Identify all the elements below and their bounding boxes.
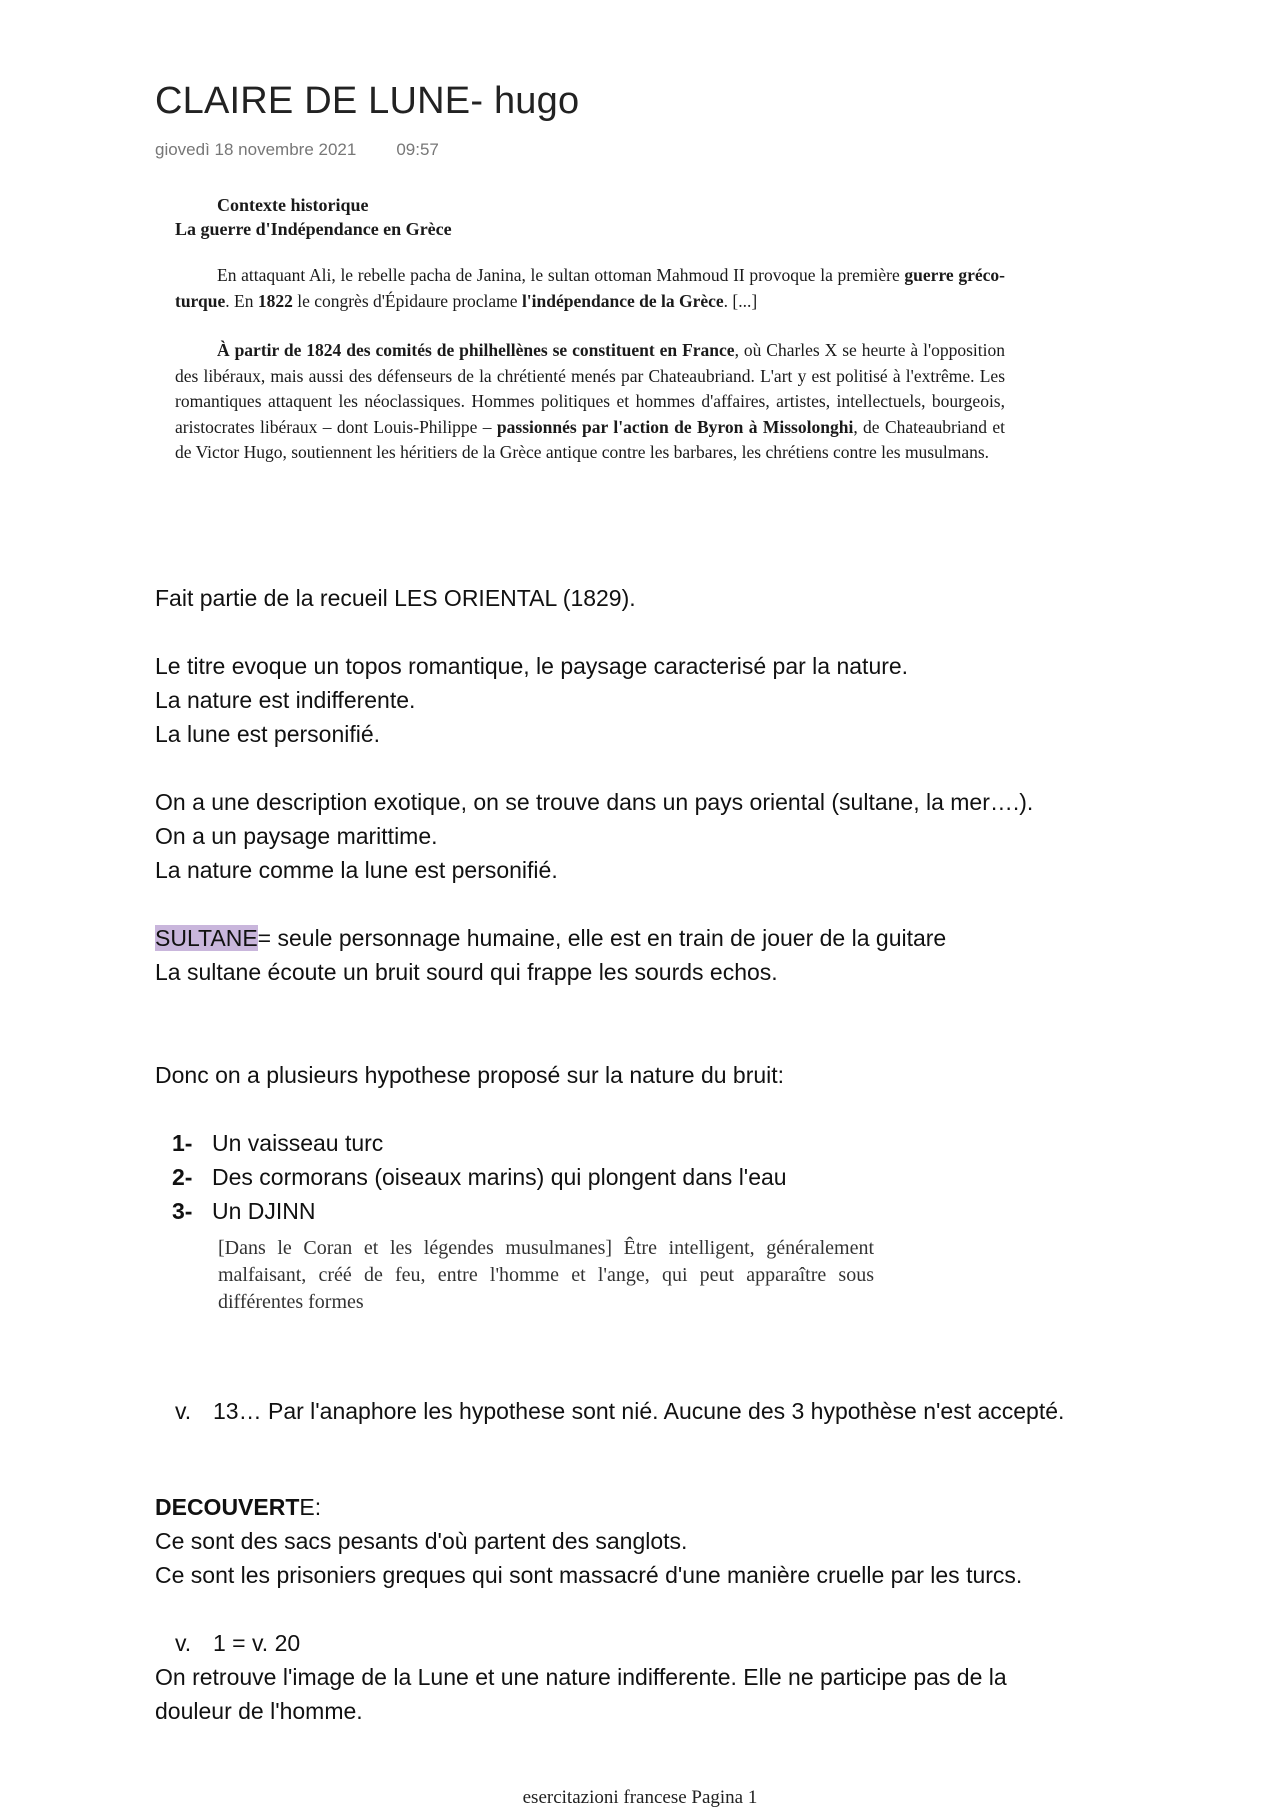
note-line: La lune est personifié. — [155, 721, 381, 747]
notes-conclusion — [155, 0, 1185, 1809]
note-line: SULTANE= seule personnage humaine, elle est en train de jouer de la guitare — [155, 925, 947, 951]
note-line: On retrouve l'image de la Lune et une nature indifferente. Elle ne participe pas de la — [155, 1664, 1007, 1690]
note-line: Fait partie de la recueil LES ORIENTAL (1829). — [155, 585, 636, 611]
clipping-subheading: La guerre d'Indépendance en Grèce — [175, 219, 452, 239]
note-line: douleur de l'homme. — [155, 1698, 363, 1724]
clipping-paragraph-1: En attaquant Ali, le rebelle pacha de Janina, le sultan ottoman Mahmoud II provoque la première guerre gréco-turque. En 1822 le congrès d'Épidaure proclame l'indépendance de la Grèce. [...] — [175, 265, 1005, 311]
note-line: On a une description exotique, on se trouve dans un pays oriental (sultane, la mer….). — [155, 789, 1034, 815]
page-date: giovedì 18 novembre 2021 — [155, 140, 357, 159]
clipping-heading: Contexte historique — [217, 195, 369, 215]
section-heading: DECOUVERTE: — [155, 1494, 322, 1520]
page-title: CLAIRE DE LUNE- hugo — [155, 80, 580, 122]
note-line: Le titre evoque un topos romantique, le paysage caracterisé par la nature. — [155, 653, 909, 679]
page-footer: esercitazioni francese Pagina 1 — [522, 1787, 758, 1808]
note-line: Ce sont des sacs pesants d'où partent des sanglots. — [155, 1528, 688, 1554]
djinn-definition-clipping: [Dans le Coran et les légendes musulmanes] Être intelligent, généralement malfaisant, créé de feu, entre l'homme et l'ange, qui peut apparaître sous différentes formes — [218, 1237, 874, 1313]
verse-note: v. 13… Par l'anaphore les hypothese sont nié. Aucune des 3 hypothèse n'est accepté. — [175, 1398, 1065, 1424]
list-item: 2- Des cormorans (oiseaux marins) qui plongent dans l'eau — [172, 1164, 787, 1190]
note-line: On a un paysage marittime. — [155, 823, 438, 849]
verse-note: v. 1 = v. 20 — [175, 1630, 301, 1656]
highlighted-term: SULTANE — [155, 925, 258, 951]
clipping-paragraph-2: À partir de 1824 des comités de philhellènes se constituent en France, où Charles X se heurte à l'opposition des libéraux, mais aussi des défenseurs de la chrétienté menés par Chateaubriand. L'art y est politisé à l'extrême. Les romantiques attaquent les néoclassiques. Hommes politiques et hommes d'affaires, artistes, intellectuels, bourgeois, aristocrates libéraux – dont Louis-Philippe – passionnés par l'action de Byron à Missolonghi, de Chateaubriand et de Victor Hugo, soutiennent les héritiers de la Grèce antique contre les barbares, les chrétiens contre les musulmans. — [175, 340, 1005, 462]
note-line: La nature comme la lune est personifié. — [155, 857, 558, 883]
list-item: 1- Un vaisseau turc — [172, 1130, 384, 1156]
page-time: 09:57 — [396, 140, 439, 159]
list-item: 3- Un DJINN — [172, 1198, 316, 1224]
note-line: La sultane écoute un bruit sourd qui frappe les sourds echos. — [155, 959, 778, 985]
note-line: Ce sont les prisoniers greques qui sont massacré d'une manière cruelle par les turcs. — [155, 1562, 1023, 1588]
note-line: Donc on a plusieurs hypothese proposé sur la nature du bruit: — [155, 1062, 785, 1088]
note-line: La nature est indifferente. — [155, 687, 416, 713]
